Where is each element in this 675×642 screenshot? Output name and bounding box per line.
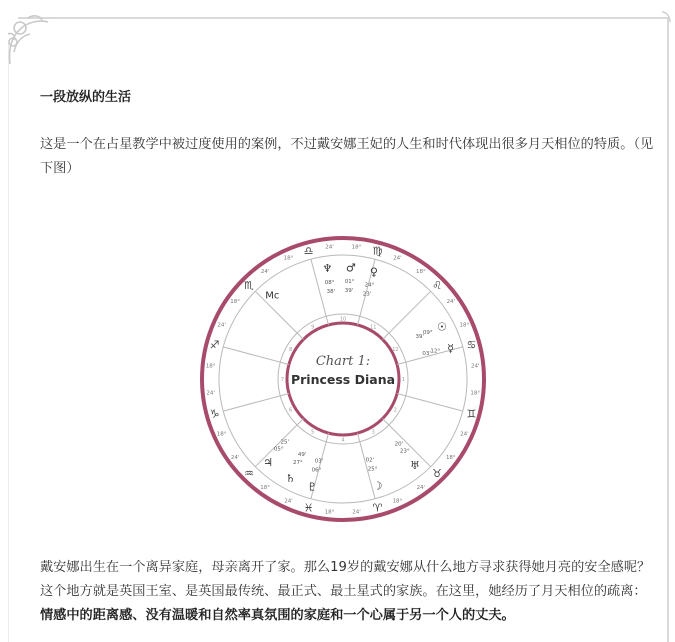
frame-top-line (18, 17, 668, 19)
sign-minute-label: 24' (352, 509, 361, 516)
house-number: 5 (311, 429, 315, 436)
sign-glyph: ♍ (372, 244, 383, 258)
story-emphasis: 情感中的距离感、没有温暖和自然率真氛围的家庭和一个心属于另一个人的丈夫。 (40, 608, 515, 623)
planet-glyph: ♀ (369, 265, 378, 279)
sign-degree-label: 18° (230, 299, 241, 306)
planet-glyph: ☉ (436, 320, 447, 334)
planet-degree-label: 05° (273, 446, 284, 453)
chart-title: Chart 1: (315, 354, 371, 369)
planet-minute-label: 03' (422, 351, 431, 358)
planet-degree-label: 24° (364, 282, 375, 289)
sign-minute-label: 24' (325, 244, 334, 251)
planet-degree-label: 01° (344, 279, 355, 286)
sign-minute-label: 24' (393, 255, 402, 262)
planet-minute-label: 03' (314, 458, 324, 465)
sign-glyph: ♉ (432, 467, 442, 481)
house-number: 2 (393, 407, 397, 414)
planet-glyph: ♃ (263, 456, 273, 470)
planet-glyph: ☿ (447, 342, 455, 356)
planet-glyph: ♅ (410, 458, 420, 472)
sign-degree-label: 18° (283, 255, 294, 262)
sign-degree-label: 18° (324, 509, 335, 516)
planet-minute-label: 02' (365, 457, 375, 464)
sign-minute-label: 24' (217, 322, 226, 329)
intro-paragraph: 这是一个在占星教学中被过度使用的案例，不过戴安娜王妃的人生和时代体现出很多月天相位的特质。（见下图） (40, 137, 654, 176)
sign-glyph: ♑ (209, 407, 220, 421)
house-cusp-line (383, 419, 431, 467)
sign-glyph: ♌ (432, 278, 442, 292)
sign-degree-label: 18° (260, 484, 271, 491)
planet-glyph: ♂ (345, 261, 356, 275)
house-number: 3 (371, 429, 375, 436)
house-number: 11 (370, 324, 377, 331)
house-cusp-line (223, 393, 289, 411)
ornament-corner-right-icon (660, 10, 674, 24)
frame-left-line (8, 40, 9, 642)
sign-minute-label: 24' (230, 454, 240, 461)
house-number: 1 (401, 377, 406, 383)
sign-minute-label: 24' (446, 299, 456, 306)
planet-minute-label: 23' (362, 291, 372, 298)
house-number: 4 (341, 437, 345, 444)
sign-glyph: ♏ (244, 278, 254, 292)
sign-degree-label: 18° (205, 363, 216, 370)
planet-minute-label: 49' (297, 451, 307, 458)
frame-right-line (667, 17, 669, 642)
sign-degree-label: 18° (351, 244, 362, 251)
sign-glyph: ♋ (466, 338, 477, 352)
house-number: 7 (280, 377, 285, 383)
sign-minute-label: 24' (471, 363, 480, 370)
story-text: 戴安娜出生在一个离异家庭，母亲离开了家。那么19岁的戴安娜从什么地方寻求获得她月亮的安全感呢？这个地方就是英国王室、是英国最传统、最正式、最土星式的家族。在这里，她经历了月天相位的疏离： (40, 560, 651, 599)
planet-glyph: ♄ (285, 471, 296, 485)
sign-minute-label: 24' (416, 484, 426, 491)
planet-minute-label: 20' (394, 441, 404, 448)
house-cusp-line (397, 393, 463, 411)
sign-glyph: ♓ (303, 501, 314, 515)
house-number: 6 (289, 407, 293, 414)
sign-glyph: ♊ (466, 407, 477, 421)
sign-glyph: ♎ (303, 244, 314, 258)
house-number: 9 (311, 324, 315, 331)
planet-minute-label: 38' (326, 288, 336, 295)
sign-degree-label: 18° (415, 269, 426, 276)
planet-degree-label: 25° (367, 466, 378, 473)
sign-minute-label: 24' (260, 269, 270, 276)
planet-minute-label: 39' (344, 288, 354, 295)
sign-glyph: ♐ (209, 338, 220, 352)
house-number: 10 (339, 316, 347, 323)
article-heading: 一段放纵的生活 (40, 90, 132, 105)
sign-degree-label: 18° (216, 431, 227, 438)
planet-glyph: ♆ (322, 262, 333, 276)
ornament-corner-icon (4, 12, 50, 68)
planet-degree-label: 09° (422, 329, 433, 336)
planet-glyph: ♇ (307, 480, 318, 494)
planet-degree-label: 23° (399, 448, 410, 455)
planet-degree-label: 06° (311, 467, 322, 474)
sign-degree-label: 18° (445, 454, 456, 461)
sign-minute-label: 24' (206, 390, 215, 397)
sign-glyph: ♒ (244, 467, 254, 481)
sign-minute-label: 24' (460, 431, 469, 438)
house-number: 8 (289, 346, 293, 353)
chart-name: Princess Diana (290, 372, 396, 387)
sign-degree-label: 18° (459, 322, 470, 329)
story-paragraph (40, 556, 655, 628)
planet-glyph: ☽ (372, 479, 383, 493)
sign-degree-label: 18° (392, 498, 403, 505)
house-number: 12 (392, 346, 399, 353)
planet-degree-label: 08° (324, 279, 335, 286)
planet-minute-label: 39' (415, 334, 425, 341)
planet-degree-label: 12° (430, 348, 441, 355)
planet-degree-label: 27° (293, 459, 303, 466)
planet-minute-label: 25' (280, 439, 290, 446)
sign-glyph: ♈ (372, 501, 383, 515)
sign-minute-label: 24' (284, 498, 293, 505)
sign-degree-label: 18° (470, 390, 481, 397)
midheaven-label: Mc (265, 290, 280, 302)
